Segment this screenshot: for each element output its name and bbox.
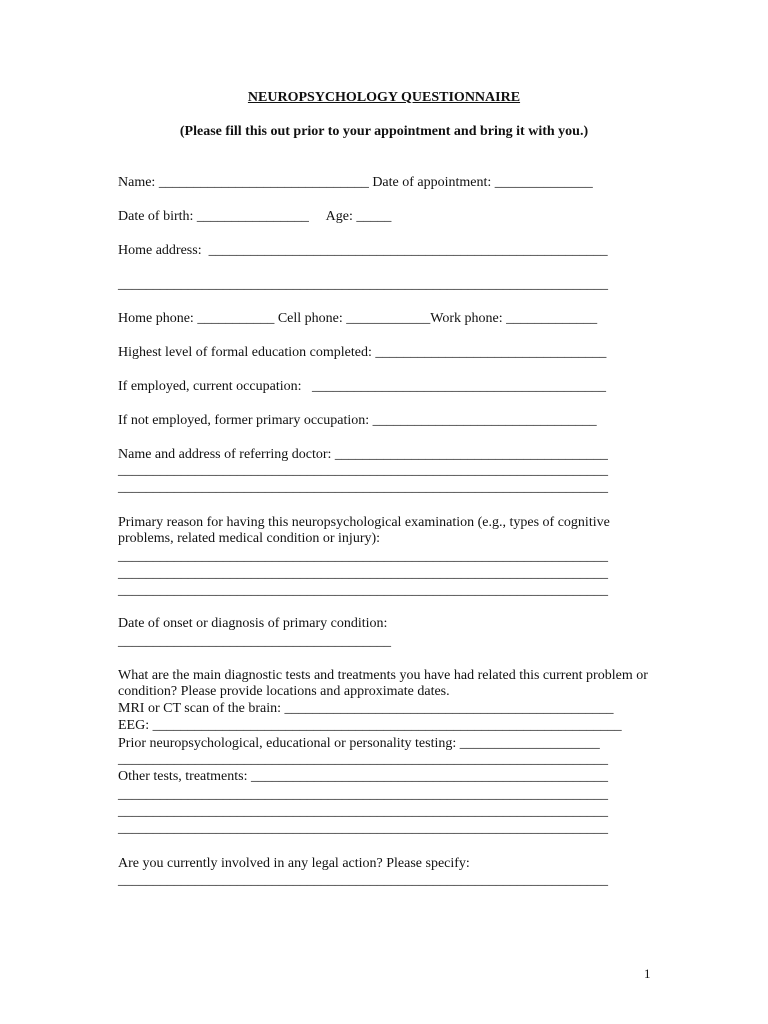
- tests-label-line-2: condition? Please provide locations and approximate dates.: [118, 684, 450, 699]
- referring-doctor-field[interactable]: Name and address of referring doctor: _______________________________________: [118, 447, 608, 462]
- referring-doctor-line-2[interactable]: ______________________________________________________________________: [118, 463, 608, 478]
- other-tests-blank-3[interactable]: ______________________________________________________________________: [118, 821, 608, 836]
- home-address-field[interactable]: Home address: _________________________________________________________: [118, 243, 608, 258]
- mri-ct-field[interactable]: MRI or CT scan of the brain: _______________________________________________: [118, 701, 614, 716]
- home-address-line-2[interactable]: ______________________________________________________________________: [118, 277, 608, 292]
- current-occupation-field[interactable]: If employed, current occupation: __________________________________________: [118, 379, 606, 394]
- onset-blank[interactable]: _______________________________________: [118, 634, 391, 649]
- reason-blank-1[interactable]: ______________________________________________________________________: [118, 549, 608, 564]
- education-field[interactable]: Highest level of formal education completed: _________________________________: [118, 345, 607, 360]
- other-tests-field[interactable]: Other tests, treatments: ___________________________________________________: [118, 769, 608, 784]
- reason-label-line-2: problems, related medical condition or injury):: [118, 531, 381, 546]
- reason-blank-3[interactable]: ______________________________________________________________________: [118, 583, 608, 598]
- page-subtitle: (Please fill this out prior to your appointment and bring it with you.): [179, 124, 589, 139]
- page-title: NEUROPSYCHOLOGY QUESTIONNAIRE: [247, 90, 521, 105]
- prior-testing-blank[interactable]: ______________________________________________________________________: [118, 752, 608, 767]
- legal-action-blank[interactable]: ______________________________________________________________________: [118, 873, 608, 888]
- reason-blank-2[interactable]: ______________________________________________________________________: [118, 566, 608, 581]
- reason-label-line-1: Primary reason for having this neuropsychological examination (e.g., types of cognitive: [118, 515, 610, 530]
- dob-age-field[interactable]: Date of birth: ________________ Age: _____: [118, 209, 392, 224]
- tests-label-line-1: What are the main diagnostic tests and treatments you have had related this current problem or: [118, 668, 648, 683]
- other-tests-blank-1[interactable]: ______________________________________________________________________: [118, 787, 608, 802]
- page-number: 1: [644, 966, 651, 981]
- referring-doctor-line-3[interactable]: ______________________________________________________________________: [118, 480, 608, 495]
- name-appointment-field[interactable]: Name: ______________________________ Date of appointment: ______________: [118, 175, 593, 190]
- other-tests-blank-2[interactable]: ______________________________________________________________________: [118, 804, 608, 819]
- eeg-field[interactable]: EEG: ___________________________________________________________________: [118, 718, 622, 733]
- onset-label: Date of onset or diagnosis of primary condition:: [118, 616, 388, 631]
- legal-action-label: Are you currently involved in any legal action? Please specify:: [118, 856, 470, 871]
- prior-testing-field[interactable]: Prior neuropsychological, educational or personality testing: ____________________: [118, 736, 600, 751]
- former-occupation-field[interactable]: If not employed, former primary occupation: ________________________________: [118, 413, 597, 428]
- phone-fields[interactable]: Home phone: ___________ Cell phone: ____________Work phone: _____________: [118, 311, 598, 326]
